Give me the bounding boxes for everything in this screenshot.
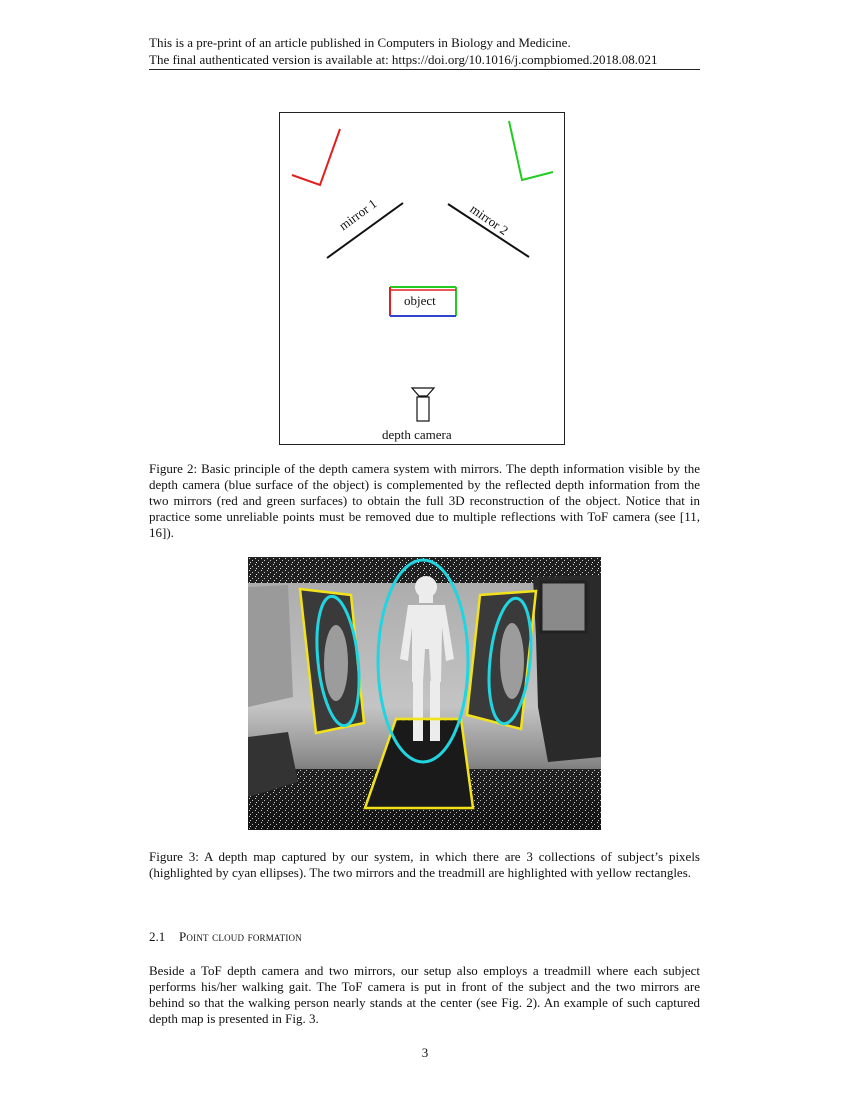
camera-lens-icon (412, 388, 434, 396)
figure-2-caption: Figure 2: Basic principle of the depth camera system with mirrors. The depth information visible by the depth camera (blue surface of the object) is complemented by the reflected depth information from the two mirrors (red and green surfaces) to obtain the full 3D reconstruction of the object. Notice that in practice some unreliable points must be removed due to multiple reflections with ToF camera (see [11, 16]). (149, 461, 700, 540)
page-number: 3 (421, 1045, 429, 1060)
camera-body-icon (417, 397, 429, 421)
section-heading (149, 929, 302, 945)
depth-map-image (248, 557, 601, 830)
figure-3-caption: Figure 3: A depth map captured by our system, in which there are 3 collections of subject’s pixels (highlighted by cyan ellipses). The two mirrors and the treadmill are highlighted with yellow rectangles. (149, 849, 700, 880)
figure-3-depth-map (248, 557, 601, 830)
red-reflection-surface (292, 129, 340, 185)
right-box (541, 582, 586, 632)
preprint-line-2: The final authenticated version is available at: https://doi.org/10.1016/j.compbiomed.2018.08.021 (149, 52, 658, 67)
section-paragraph: Beside a ToF depth camera and two mirrors, our setup also employs a treadmill where each subject performs his/her walking gait. The ToF camera is put in front of the subject and the two mirrors are behind so that the walking person nearly stands at the center (see Fig. 2). An example of such captured depth map is presented in Fig. 3. (149, 963, 700, 1026)
mirror-1-reflection (324, 625, 348, 701)
mirror-2-label: mirror 2 (467, 201, 512, 238)
depth-camera-label: depth camera (382, 427, 452, 442)
mirror-1-label: mirror 1 (336, 195, 380, 234)
preprint-notice (149, 34, 700, 68)
figure-2-svg (280, 113, 566, 446)
preprint-line-1: This is a pre-print of an article published in Computers in Biology and Medicine. (149, 35, 571, 50)
green-reflection-surface (509, 121, 553, 180)
section-title: Point cloud formation (179, 929, 302, 944)
left-furniture (248, 585, 293, 707)
section-number: 2.1 (149, 929, 166, 944)
header-rule (149, 69, 700, 70)
object-label: object (404, 293, 436, 308)
mirror-2-reflection (500, 623, 524, 699)
figure-2-diagram (279, 112, 565, 445)
